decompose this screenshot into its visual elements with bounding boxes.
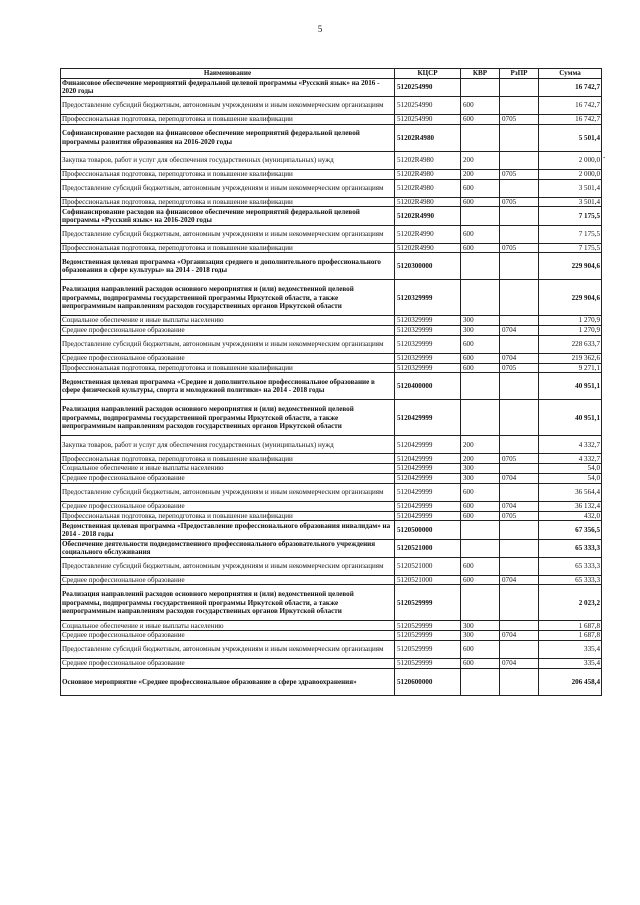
cell-rzpr (500, 436, 539, 454)
cell-sum: 16 742,7 (539, 114, 602, 124)
cell-code: 5120521000 (395, 557, 461, 575)
cell-sum: 7 175,5 (539, 207, 602, 225)
cell-code: 51202R4980 (395, 179, 461, 197)
table-row (61, 316, 602, 326)
cell-kvr (461, 78, 500, 96)
cell-code: 51202R4990 (395, 207, 461, 225)
table-row (61, 521, 602, 539)
cell-name: Предоставление субсидий бюджетным, автономным учреждениям и иным некоммерческим организациям (61, 483, 395, 501)
cell-code: 5120429999 (395, 511, 461, 521)
header-kvr: КВР (461, 69, 500, 79)
cell-sum: 1 270,9 (539, 316, 602, 326)
cell-rzpr: 0704 (500, 631, 539, 641)
table-row (61, 96, 602, 114)
table-row (61, 631, 602, 641)
cell-rzpr (500, 316, 539, 326)
cell-name: Профессиональная подготовка, переподготовка и повышение квалификации (61, 511, 395, 521)
cell-kvr: 600 (461, 114, 500, 124)
cell-kvr: 200 (461, 436, 500, 454)
cell-sum: 335,4 (539, 641, 602, 659)
cell-rzpr: 0705 (500, 114, 539, 124)
cell-sum: 7 175,5 (539, 243, 602, 253)
cell-rzpr (500, 483, 539, 501)
table-row (61, 207, 602, 225)
cell-kvr: 600 (461, 225, 500, 243)
cell-rzpr (500, 668, 539, 695)
cell-name: Социальное обеспечение и иные выплаты населению (61, 464, 395, 474)
cell-name: Закупка товаров, работ и услуг для обеспечения государственных (муниципальных) нужд (61, 436, 395, 454)
cell-code: 51202R4980 (395, 124, 461, 151)
cell-code: 5120521000 (395, 539, 461, 557)
cell-name: Реализация направлений расходов основного мероприятия и (или) ведомственной целевой программы, подпрограммы государственной программы Иркутской области, а также непрограммным направлениям расходов государственных органов Иркутской области (61, 280, 395, 316)
cell-rzpr (500, 521, 539, 539)
cell-kvr: 600 (461, 659, 500, 669)
cell-code: 51202R4980 (395, 197, 461, 207)
cell-name: Софинансирование расходов на финансовое обеспечение мероприятий федеральной целевой программы развития образования на 2016-2020 годы (61, 124, 395, 151)
table-row (61, 225, 602, 243)
cell-name: Среднее профессиональное образование (61, 631, 395, 641)
cell-kvr (461, 585, 500, 621)
cell-kvr (461, 207, 500, 225)
cell-name: Предоставление субсидий бюджетным, автономным учреждениям и иным некоммерческим организациям (61, 335, 395, 353)
cell-sum: 54,0 (539, 473, 602, 483)
cell-sum: 335,4 (539, 659, 602, 669)
page-number: 5 (317, 24, 323, 34)
cell-kvr: 600 (461, 243, 500, 253)
cell-rzpr (500, 335, 539, 353)
cell-sum: 4 332,7 (539, 454, 602, 464)
cell-rzpr: 0704 (500, 353, 539, 363)
table-row (61, 124, 602, 151)
cell-rzpr: 0704 (500, 326, 539, 336)
cell-sum: 2 023,2 (539, 585, 602, 621)
table-row (61, 373, 602, 400)
cell-code: 5120429999 (395, 473, 461, 483)
cell-code: 5120529999 (395, 659, 461, 669)
table-row (61, 253, 602, 280)
cell-kvr (461, 539, 500, 557)
cell-kvr: 200 (461, 454, 500, 464)
table-row (61, 641, 602, 659)
table-row (61, 464, 602, 474)
cell-name: Основное мероприятие «Среднее профессиональное образование в сфере здравоохранения» (61, 668, 395, 695)
cell-sum: 7 175,5 (539, 225, 602, 243)
cell-sum: 67 356,5 (539, 521, 602, 539)
cell-kvr (461, 521, 500, 539)
cell-kvr: 600 (461, 483, 500, 501)
cell-sum: 3 501,4 (539, 197, 602, 207)
cell-code: 5120429999 (395, 483, 461, 501)
cell-name: Софинансирование расходов на финансовое обеспечение мероприятий федеральной целевой программы «Русский язык» на 2016-2020 годы (61, 207, 395, 225)
cell-name: Обеспечение деятельности подведомственного профессионального образовательного учреждения социального обслуживания (61, 539, 395, 557)
cell-code: 5120329999 (395, 326, 461, 336)
cell-name: Предоставление субсидий бюджетным, автономным учреждениям и иным некоммерческим организациям (61, 96, 395, 114)
cell-rzpr: 0705 (500, 454, 539, 464)
cell-name: Предоставление субсидий бюджетным, автономным учреждениям и иным некоммерческим организациям (61, 557, 395, 575)
cell-code: 5120529999 (395, 631, 461, 641)
cell-name: Социальное обеспечение и иные выплаты населению (61, 316, 395, 326)
cell-kvr: 200 (461, 169, 500, 179)
cell-code: 5120329999 (395, 280, 461, 316)
table-row (61, 539, 602, 557)
cell-sum: 65 333,3 (539, 575, 602, 585)
table-row (61, 243, 602, 253)
cell-name: Ведомственная целевая программа «Предоставление профессионального образования инвалидам» на 2014 - 2018 годы (61, 521, 395, 539)
cell-rzpr (500, 207, 539, 225)
cell-name: Среднее профессиональное образование (61, 659, 395, 669)
cell-rzpr (500, 400, 539, 436)
cell-code: 5120529999 (395, 585, 461, 621)
cell-sum: 432,0 (539, 511, 602, 521)
cell-sum: 206 458,4 (539, 668, 602, 695)
cell-sum: 4 332,7 (539, 436, 602, 454)
cell-rzpr (500, 124, 539, 151)
cell-kvr: 300 (461, 316, 500, 326)
cell-kvr: 600 (461, 335, 500, 353)
cell-sum: 229 904,6 (539, 280, 602, 316)
cell-code: 5120500000 (395, 521, 461, 539)
cell-name: Предоставление субсидий бюджетным, автономным учреждениям и иным некоммерческим организациям (61, 225, 395, 243)
header-rzpr: РзПР (500, 69, 539, 79)
cell-rzpr (500, 585, 539, 621)
table-row (61, 151, 602, 169)
cell-sum: 16 742,7 (539, 96, 602, 114)
cell-rzpr (500, 225, 539, 243)
cell-name: Профессиональная подготовка, переподготовка и повышение квалификации (61, 363, 395, 373)
cell-sum: 36 132,4 (539, 501, 602, 511)
table-row (61, 557, 602, 575)
table-row (61, 454, 602, 464)
cell-kvr: 600 (461, 557, 500, 575)
cell-code: 5120521000 (395, 575, 461, 585)
cell-sum: 1 270,9 (539, 326, 602, 336)
header-name: Наименование (61, 69, 395, 79)
cell-rzpr: 0705 (500, 169, 539, 179)
cell-code: 5120254990 (395, 96, 461, 114)
cell-sum: 219 362,6 (539, 353, 602, 363)
cell-name: Финансовое обеспечение мероприятий федеральной целевой программы «Русский язык» на 2016 - 2020 годы (61, 78, 395, 96)
cell-kvr (461, 280, 500, 316)
cell-sum: 5 501,4 (539, 124, 602, 151)
cell-kvr: 600 (461, 197, 500, 207)
margin-mark: . (603, 150, 606, 160)
table-row (61, 78, 602, 96)
table-row (61, 659, 602, 669)
cell-code: 5120429999 (395, 454, 461, 464)
cell-rzpr (500, 96, 539, 114)
cell-code: 5120529999 (395, 621, 461, 631)
cell-rzpr (500, 373, 539, 400)
cell-rzpr (500, 280, 539, 316)
cell-name: Предоставление субсидий бюджетным, автономным учреждениям и иным некоммерческим организациям (61, 179, 395, 197)
cell-rzpr (500, 464, 539, 474)
cell-kvr: 300 (461, 464, 500, 474)
cell-code: 5120400000 (395, 373, 461, 400)
cell-kvr: 300 (461, 621, 500, 631)
table-row (61, 400, 602, 436)
cell-sum: 1 687,8 (539, 631, 602, 641)
cell-kvr: 600 (461, 363, 500, 373)
cell-rzpr (500, 539, 539, 557)
cell-sum: 3 501,4 (539, 179, 602, 197)
header-sum: Сумма (539, 69, 602, 79)
table-row (61, 353, 602, 363)
cell-name: Среднее профессиональное образование (61, 501, 395, 511)
cell-code: 5120254990 (395, 78, 461, 96)
cell-name: Ведомственная целевая программа «Организация среднего и дополнительного профессионального образования в сфере культуры» на 2014 - 2018 годы (61, 253, 395, 280)
cell-kvr: 600 (461, 511, 500, 521)
cell-code: 5120329999 (395, 335, 461, 353)
cell-rzpr (500, 621, 539, 631)
cell-name: Среднее профессиональное образование (61, 326, 395, 336)
cell-name: Предоставление субсидий бюджетным, автономным учреждениям и иным некоммерческим организациям (61, 641, 395, 659)
cell-name: Профессиональная подготовка, переподготовка и повышение квалификации (61, 169, 395, 179)
cell-kvr: 300 (461, 631, 500, 641)
cell-name: Профессиональная подготовка, переподготовка и повышение квалификации (61, 197, 395, 207)
cell-sum: 228 633,7 (539, 335, 602, 353)
cell-sum: 16 742,7 (539, 78, 602, 96)
cell-rzpr: 0705 (500, 363, 539, 373)
cell-name: Реализация направлений расходов основного мероприятия и (или) ведомственной целевой программы, подпрограммы государственной программы Иркутской области, а также непрограммным направлениям расходов государственных органов Иркутской области (61, 585, 395, 621)
cell-rzpr (500, 557, 539, 575)
cell-kvr: 600 (461, 179, 500, 197)
cell-sum: 9 271,1 (539, 363, 602, 373)
cell-kvr (461, 124, 500, 151)
table-row (61, 501, 602, 511)
cell-rzpr: 0705 (500, 197, 539, 207)
cell-kvr: 200 (461, 151, 500, 169)
cell-code: 5120300000 (395, 253, 461, 280)
cell-code: 5120429999 (395, 501, 461, 511)
table-row (61, 197, 602, 207)
table-row (61, 621, 602, 631)
cell-kvr: 600 (461, 575, 500, 585)
cell-code: 5120329999 (395, 363, 461, 373)
cell-kvr: 600 (461, 501, 500, 511)
cell-kvr (461, 373, 500, 400)
table-row (61, 326, 602, 336)
cell-name: Реализация направлений расходов основного мероприятия и (или) ведомственной целевой программы, подпрограммы государственной программы Иркутской области, а также непрограммным направлениям расходов государственных органов Иркутской области (61, 400, 395, 436)
cell-kvr: 600 (461, 641, 500, 659)
cell-kvr (461, 253, 500, 280)
cell-sum: 36 564,4 (539, 483, 602, 501)
cell-rzpr: 0704 (500, 575, 539, 585)
cell-sum: 54,0 (539, 464, 602, 474)
cell-rzpr: 0705 (500, 511, 539, 521)
cell-sum: 1 687,8 (539, 621, 602, 631)
cell-rzpr (500, 641, 539, 659)
cell-sum: 2 000,0 (539, 151, 602, 169)
cell-sum: 65 333,3 (539, 539, 602, 557)
table-row (61, 335, 602, 353)
table-row (61, 436, 602, 454)
cell-code: 51202R4990 (395, 225, 461, 243)
cell-sum: 40 951,1 (539, 400, 602, 436)
cell-name: Закупка товаров, работ и услуг для обеспечения государственных (муниципальных) нужд (61, 151, 395, 169)
table-row (61, 114, 602, 124)
cell-kvr: 600 (461, 353, 500, 363)
cell-code: 5120600000 (395, 668, 461, 695)
cell-rzpr (500, 151, 539, 169)
table-row (61, 280, 602, 316)
cell-name: Среднее профессиональное образование (61, 473, 395, 483)
cell-code: 5120529999 (395, 641, 461, 659)
cell-kvr (461, 400, 500, 436)
table-body (61, 78, 602, 695)
table-row (61, 575, 602, 585)
table-row (61, 363, 602, 373)
cell-name: Профессиональная подготовка, переподготовка и повышение квалификации (61, 454, 395, 464)
cell-name: Социальное обеспечение и иные выплаты населению (61, 621, 395, 631)
table-row (61, 169, 602, 179)
cell-rzpr: 0704 (500, 501, 539, 511)
cell-kvr: 300 (461, 326, 500, 336)
cell-kvr: 600 (461, 96, 500, 114)
cell-sum: 65 333,3 (539, 557, 602, 575)
cell-code: 51202R4980 (395, 169, 461, 179)
cell-name: Профессиональная подготовка, переподготовка и повышение квалификации (61, 114, 395, 124)
table-row (61, 179, 602, 197)
cell-code: 51202R4980 (395, 151, 461, 169)
cell-rzpr (500, 179, 539, 197)
cell-code: 5120429999 (395, 436, 461, 454)
cell-rzpr: 0704 (500, 659, 539, 669)
cell-sum: 2 000,0 (539, 169, 602, 179)
table-row (61, 511, 602, 521)
cell-rzpr: 0705 (500, 243, 539, 253)
table-header-row (61, 69, 602, 79)
table-row (61, 473, 602, 483)
cell-rzpr: 0704 (500, 473, 539, 483)
table-row (61, 483, 602, 501)
cell-name: Профессиональная подготовка, переподготовка и повышение квалификации (61, 243, 395, 253)
cell-sum: 229 904,6 (539, 253, 602, 280)
cell-code: 5120429999 (395, 400, 461, 436)
cell-sum: 40 951,1 (539, 373, 602, 400)
cell-name: Среднее профессиональное образование (61, 353, 395, 363)
cell-kvr (461, 668, 500, 695)
cell-code: 5120429999 (395, 464, 461, 474)
cell-rzpr (500, 253, 539, 280)
cell-code: 5120329999 (395, 353, 461, 363)
budget-table (60, 68, 602, 696)
cell-code: 5120254990 (395, 114, 461, 124)
cell-code: 51202R4990 (395, 243, 461, 253)
cell-name: Среднее профессиональное образование (61, 575, 395, 585)
header-code: КЦСР (395, 69, 461, 79)
cell-rzpr (500, 78, 539, 96)
cell-name: Ведомственная целевая программа «Среднее и дополнительное профессиональное образование в сфере физической культуры, спорта и молодежной политики» на 2014 - 2018 годы (61, 373, 395, 400)
cell-kvr: 300 (461, 473, 500, 483)
table-row (61, 668, 602, 695)
table-row (61, 585, 602, 621)
cell-code: 5120329999 (395, 316, 461, 326)
